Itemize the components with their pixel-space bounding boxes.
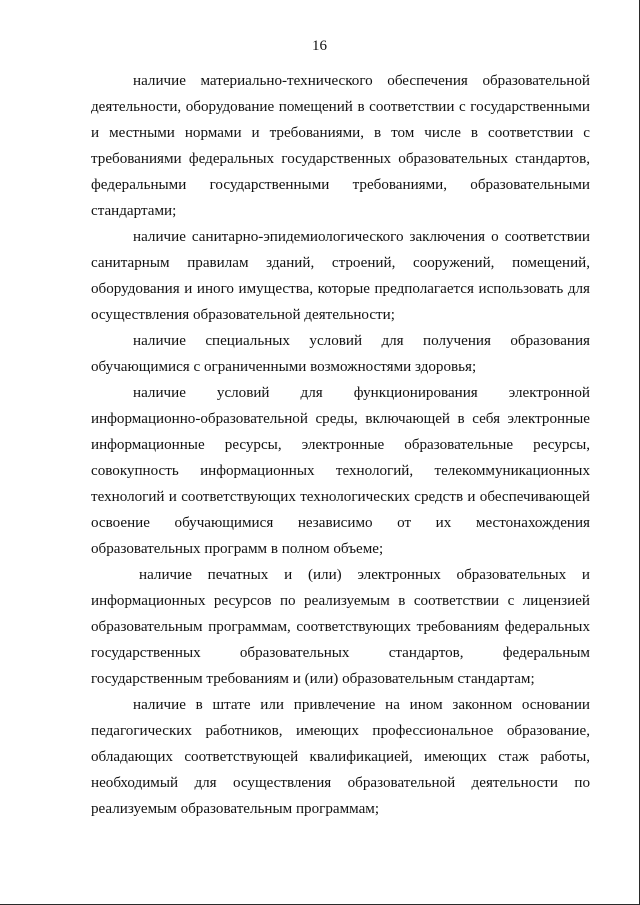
paragraph-electronic-environment: наличие условий для функционирования электронной информационно-образовательной среды, включающей в себя электронные информационные ресурсы, электронные образовательные ресурсы, совокупность информационных технологий, телекоммуникационных технологий и соответствующих технологических средств и обеспечивающей освоение обучающимися независимо от их местонахождения образовательных программ в полном объеме; xyxy=(91,385,590,557)
paragraph-sanitary-conclusion: наличие санитарно-эпидемиологического заключения о соответствии санитарным правилам зданий, строений, сооружений, помещений, оборудования и иного имущества, которые предполагается использовать для осуществления образовательной деятельности; xyxy=(91,229,590,323)
paragraph-teaching-staff: наличие в штате или привлечение на ином законном основании педагогических работников, имеющих профессиональное образование, обладающих соответствующей квалификацией, имеющих стаж работы, необходимый для осуществления образовательной деятельности по реализуемым образовательным программам; xyxy=(91,697,590,817)
document-body xyxy=(91,68,590,822)
paragraph-material-technical-support: наличие материально-технического обеспечения образовательной деятельности, оборудование помещений в соответствии с государственными и местными нормами и требованиями, в том числе в соответствии с требованиями федеральных государственных образовательных стандартов, федеральными государственными требованиями, образовательными стандартами; xyxy=(91,73,590,219)
paragraph-special-conditions: наличие специальных условий для получения образования обучающимися с ограниченными возможностями здоровья; xyxy=(91,333,590,375)
page-number: 16 xyxy=(312,38,327,54)
paragraph-printed-electronic-resources: наличие печатных и (или) электронных образовательных и информационных ресурсов по реализуемым в соответствии с лицензией образовательным программам, соответствующих требованиям федеральных государственных образовательных стандартов, федеральным государственным требованиям и (или) образовательным стандартам; xyxy=(91,567,590,687)
